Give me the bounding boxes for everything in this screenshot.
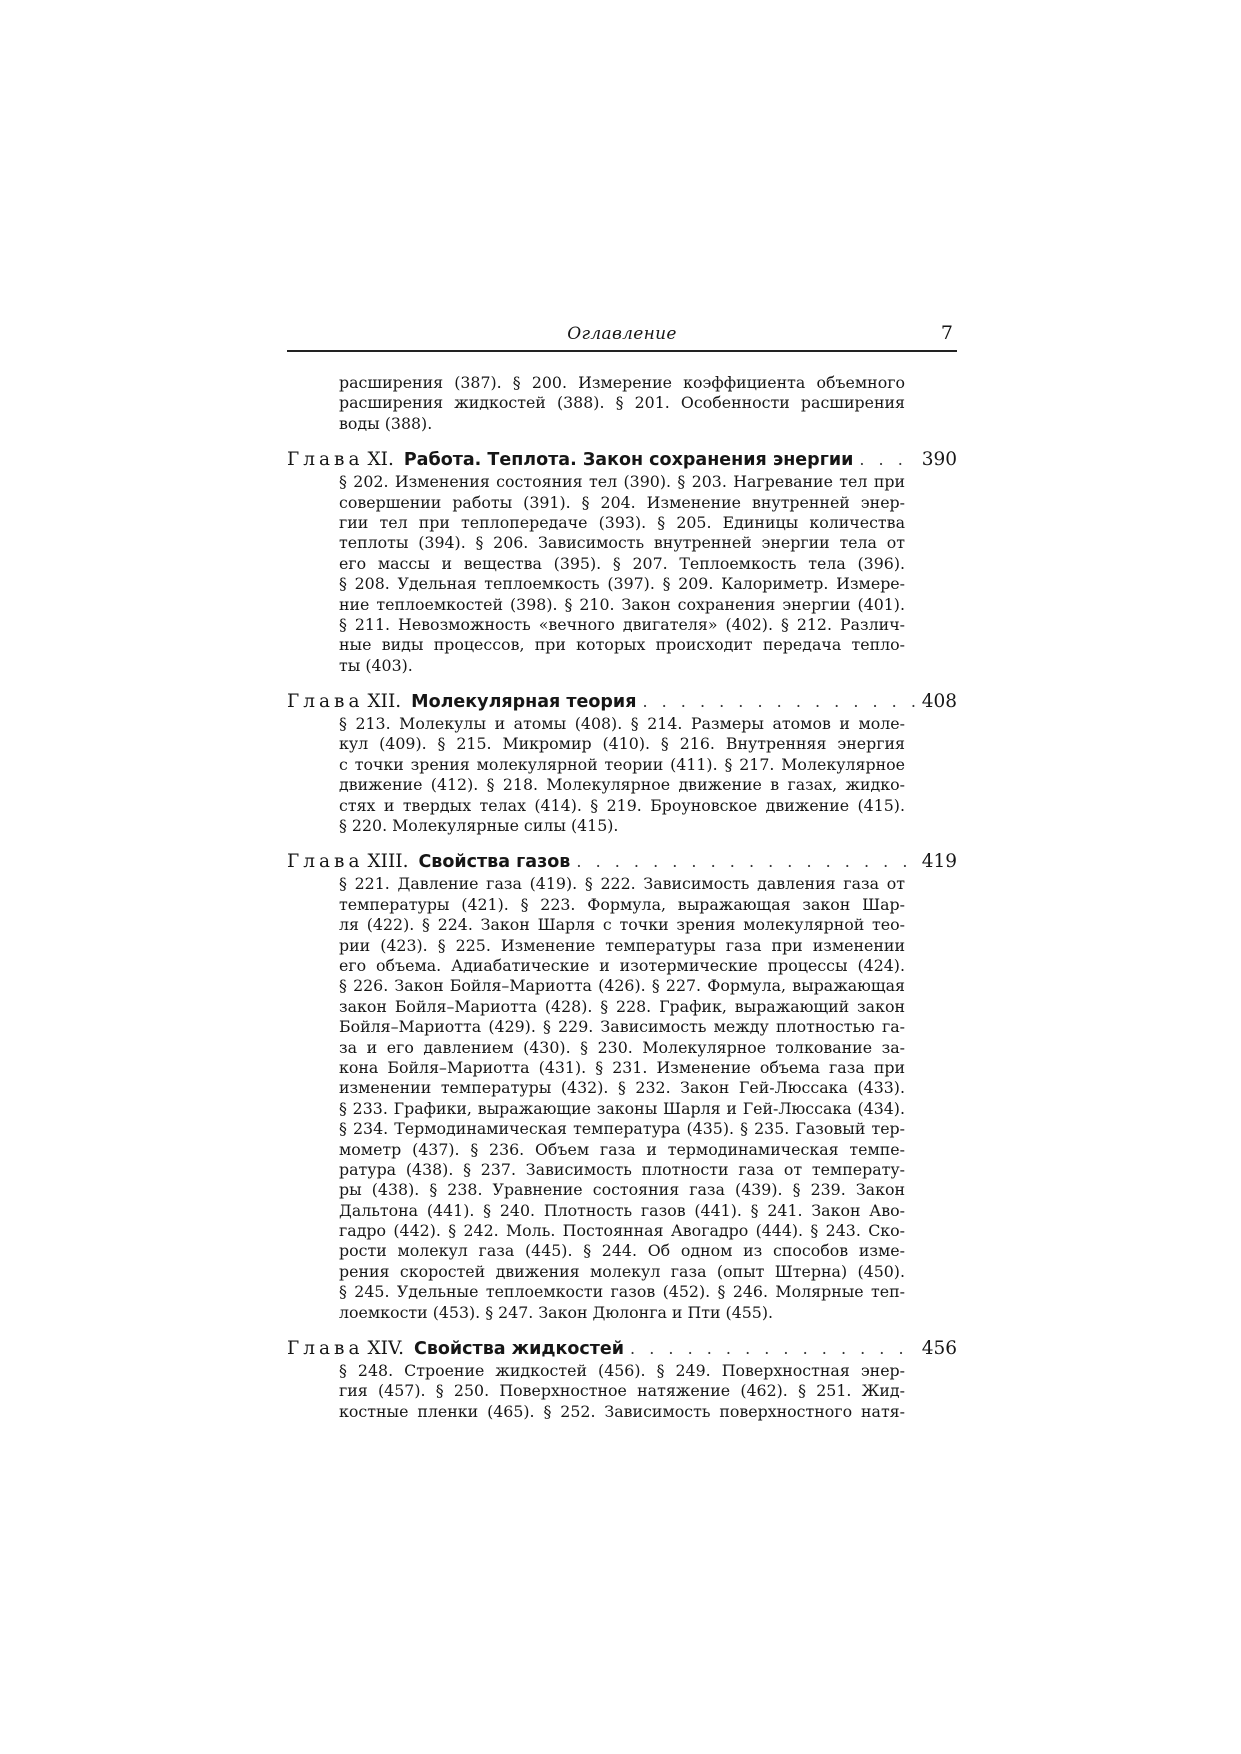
toc-line: рости молекул газа (445). § 244. Об одном из способов изме- — [339, 1241, 905, 1261]
intro-continuation — [287, 373, 957, 434]
chapter-list — [287, 448, 957, 1422]
toc-line: температуры (421). § 223. Формула, выражающая закон Шар- — [339, 894, 905, 914]
chapter-page-number: 456 — [921, 1338, 957, 1360]
toc-line: гии тел при теплопередаче (393). § 205. Единицы количества — [339, 512, 905, 532]
toc-line: совершении работы (391). § 204. Изменение внутренней энер- — [339, 492, 905, 512]
toc-line: за и его давлением (430). § 230. Молекулярное толкование за- — [339, 1037, 905, 1057]
page-header — [287, 322, 957, 352]
toc-line: кул (409). § 215. Микромир (410). § 216. Внутренняя энергия — [339, 734, 905, 754]
toc-line: кона Бойля–Мариотта (431). § 231. Изменение объема газа при — [339, 1057, 905, 1077]
running-title: Оглавление — [567, 324, 677, 344]
toc-line: закон Бойля–Мариотта (428). § 228. График, выражающий закон — [339, 996, 905, 1016]
toc-line: расширения (387). § 200. Измерение коэффициента объемного — [339, 373, 905, 392]
toc-line: § 202. Изменения состояния тел (390). § 203. Нагревание тел при — [339, 472, 905, 492]
toc-line: § 221. Давление газа (419). § 222. Зависимость давления газа от — [339, 874, 905, 894]
chapter-entry — [287, 448, 957, 676]
chapter-heading[interactable] — [287, 690, 957, 714]
toc-line: Дальтона (441). § 240. Плотность газов (441). § 241. Закон Аво- — [339, 1200, 905, 1220]
dot-leader — [576, 850, 915, 874]
toc-line: § 233. Графики, выражающие законы Шарля и Гей-Люссака (434). — [339, 1098, 905, 1118]
toc-line: ты (403). — [339, 655, 413, 675]
toc-line: мометр (437). § 236. Объем газа и термодинамическая темпе- — [339, 1139, 905, 1159]
toc-line: ние теплоемкостей (398). § 210. Закон сохранения энергии (401). — [339, 594, 905, 614]
toc-line: § 213. Молекулы и атомы (408). § 214. Размеры атомов и моле- — [339, 714, 905, 734]
chapter-page-number: 419 — [921, 851, 957, 873]
chapter-label: Глава — [287, 851, 364, 873]
page-number: 7 — [940, 322, 953, 344]
toc-line: его массы и вещества (395). § 207. Теплоемкость тела (396). — [339, 553, 905, 573]
toc-line: гадро (442). § 242. Моль. Постоянная Авогадро (444). § 243. Ско- — [339, 1221, 905, 1241]
toc-line: с точки зрения молекулярной теории (411). § 217. Молекулярное — [339, 754, 905, 774]
dot-leader — [630, 1337, 915, 1361]
chapter-label: Глава — [287, 691, 364, 713]
chapter-heading[interactable] — [287, 1337, 957, 1361]
toc-line: костные пленки (465). § 252. Зависимость поверхностного натя- — [339, 1401, 905, 1421]
toc-line: рии (423). § 225. Изменение температуры газа при изменении — [339, 935, 905, 955]
toc-line: изменении температуры (432). § 232. Закон Гей-Люссака (433). — [339, 1078, 905, 1098]
toc-line: ры (438). § 238. Уравнение состояния газа (439). § 239. Закон — [339, 1180, 905, 1200]
toc-line: расширения жидкостей (388). § 201. Особенности расширения — [339, 393, 905, 413]
chapter-title: Работа. Теплота. Закон сохранения энергии — [403, 450, 854, 471]
chapter-number: XIV. — [367, 1338, 404, 1360]
chapter-title: Свойства газов — [418, 852, 571, 873]
chapter-entry — [287, 1337, 957, 1422]
toc-line: рения скоростей движения молекул газа (опыт Штерна) (450). — [339, 1261, 905, 1281]
toc-line: гия (457). § 250. Поверхностное натяжение (462). § 251. Жид- — [339, 1381, 905, 1401]
chapter-title: Молекулярная теория — [411, 692, 637, 713]
toc-line: § 220. Молекулярные силы (415). — [339, 816, 619, 836]
toc-line: Бойля–Мариотта (429). § 229. Зависимость между плотностью га- — [339, 1017, 905, 1037]
toc-line: ля (422). § 224. Закон Шарля с точки зрения молекулярной тео- — [339, 915, 905, 935]
toc-line: § 226. Закон Бойля–Мариотта (426). § 227. Формула, выражающая — [339, 976, 905, 996]
toc-line: его объема. Адиабатические и изотермические процессы (424). — [339, 955, 905, 975]
toc-line: ные виды процессов, при которых происходит передача тепло- — [339, 635, 905, 655]
chapter-label: Глава — [287, 1338, 364, 1360]
chapter-entry — [287, 690, 957, 836]
chapter-entry — [287, 850, 957, 1323]
toc-line: § 234. Термодинамическая температура (435). § 235. Газовый тер- — [339, 1119, 905, 1139]
toc-line: § 245. Удельные теплоемкости газов (452). § 246. Молярные теп- — [339, 1282, 905, 1302]
chapter-number: XII. — [367, 691, 402, 713]
toc-line: § 208. Удельная теплоемкость (397). § 209. Калориметр. Измере- — [339, 574, 905, 594]
toc-line: движение (412). § 218. Молекулярное движение в газах, жидко- — [339, 775, 905, 795]
table-of-contents — [287, 373, 957, 1422]
dot-leader — [642, 690, 915, 714]
chapter-number: XI. — [367, 449, 394, 471]
toc-line: § 211. Невозможность «вечного двигателя» (402). § 212. Различ- — [339, 614, 905, 634]
chapter-heading[interactable] — [287, 448, 957, 472]
toc-line: воды (388). — [339, 413, 433, 433]
chapter-number: XIII. — [367, 851, 409, 873]
toc-line: ратура (438). § 237. Зависимость плотности газа от температу- — [339, 1159, 905, 1179]
toc-line: лоемкости (453). § 247. Закон Дюлонга и Пти (455). — [339, 1302, 774, 1322]
dot-leader — [859, 448, 915, 472]
chapter-heading[interactable] — [287, 850, 957, 874]
toc-line: § 248. Строение жидкостей (456). § 249. Поверхностная энер- — [339, 1361, 905, 1381]
chapter-label: Глава — [287, 449, 364, 471]
chapter-page-number: 408 — [921, 691, 957, 713]
toc-line: теплоты (394). § 206. Зависимость внутренней энергии тела от — [339, 533, 905, 553]
chapter-page-number: 390 — [921, 449, 957, 471]
toc-line: стях и твердых телах (414). § 219. Броуновское движение (415). — [339, 795, 905, 815]
chapter-title: Свойства жидкостей — [413, 1339, 625, 1360]
